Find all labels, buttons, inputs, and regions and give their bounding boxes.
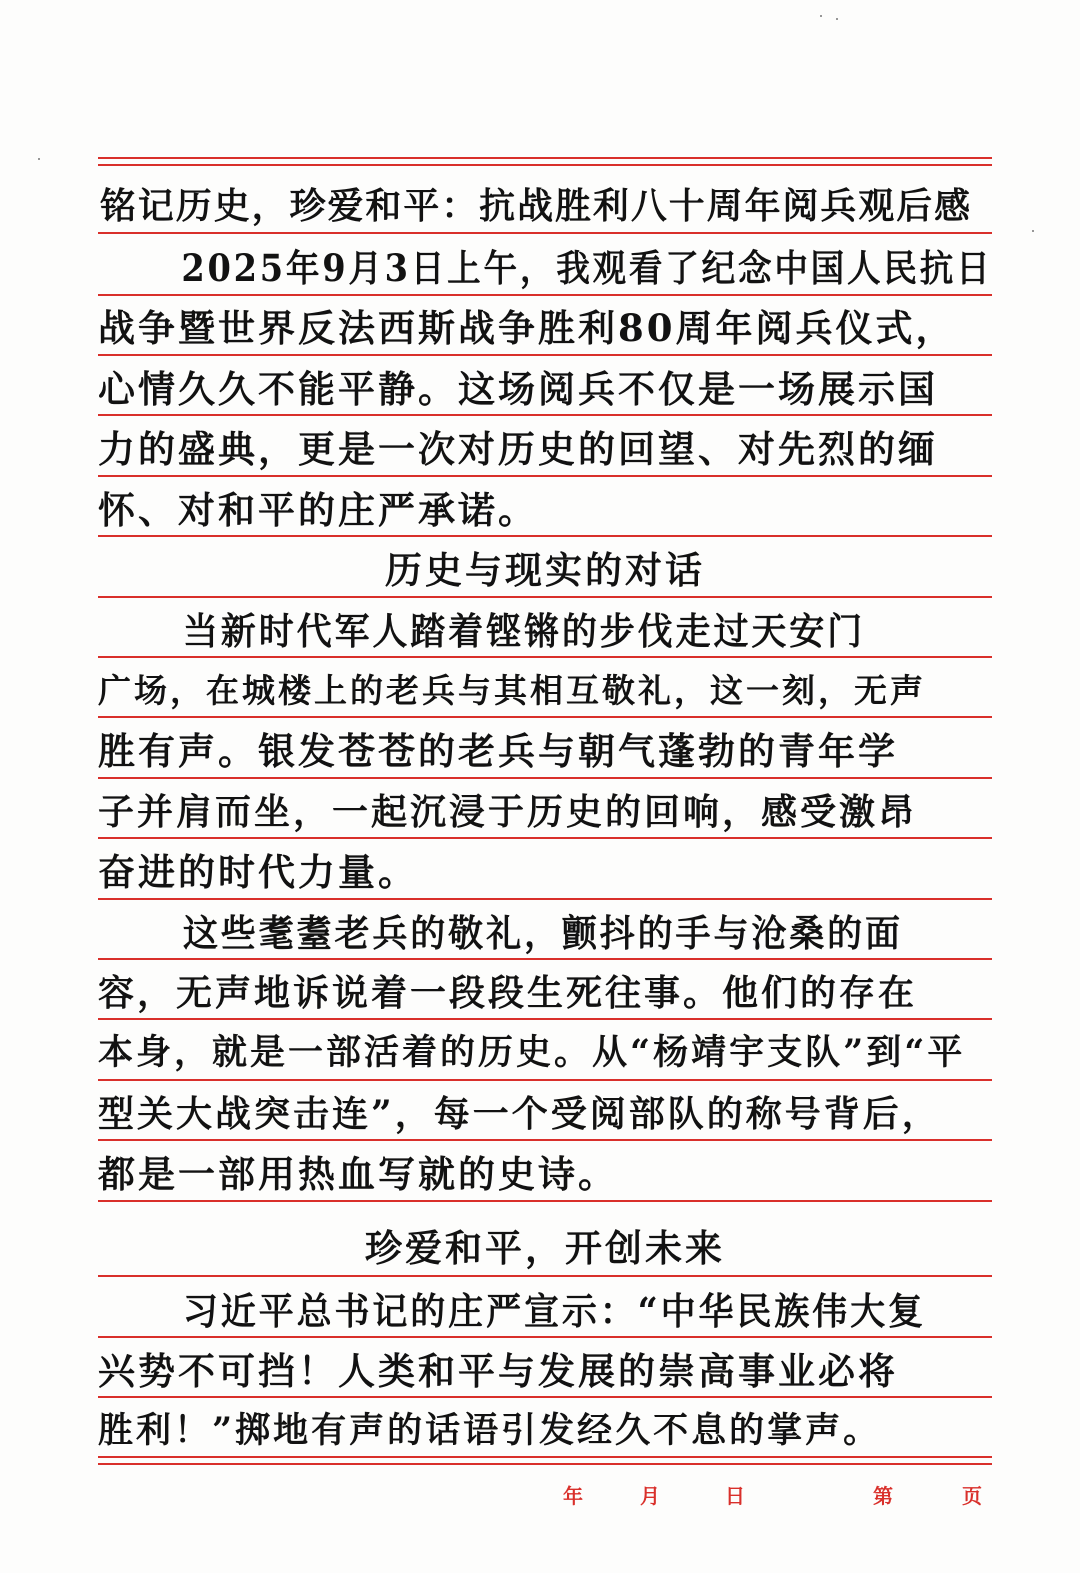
- paragraph-1-line: 怀、对和平的庄严承诺。: [98, 488, 538, 532]
- paragraph-2-line: 当新时代军人踏着铿锵的步伐走过天安门: [145, 609, 866, 653]
- paper-speck: [820, 15, 822, 17]
- paragraph-2-line: 胜有声。银发苍苍的老兵与朝气蓬勃的青年学: [98, 729, 898, 773]
- paragraph-3-line: 本身，就是一部活着的历史。从“杨靖宇支队”到“平: [98, 1032, 966, 1073]
- paragraph-1-line: 力的盛典，更是一次对历史的回望、对先烈的缅: [98, 427, 938, 471]
- paper-speck: [1032, 230, 1034, 232]
- paragraph-3-line: 容，无声地诉说着一段段生死往事。他们的存在: [98, 972, 918, 1014]
- paragraph-1-line: 2025年9月3日上午，我观看了纪念中国人民抗日: [145, 246, 993, 290]
- section-heading-peace: 珍爱和平，开创未来: [365, 1226, 725, 1270]
- footer-year: 年: [563, 1484, 583, 1508]
- footer-month: 月: [640, 1484, 660, 1508]
- paragraph-4-line: 兴势不可挡！人类和平与发展的崇高事业必将: [98, 1349, 898, 1393]
- footer-page: 页: [962, 1484, 982, 1508]
- section-heading-history: 历史与现实的对话: [385, 548, 705, 592]
- paper-speck: [836, 18, 838, 20]
- top-rule: [98, 164, 992, 166]
- bottom-rule: [98, 1463, 992, 1465]
- paragraph-3-line: 型关大战突击连”，每一个受阅部队的称号背后，: [98, 1093, 941, 1135]
- paragraph-4-line: 胜利！”掷地有声的话语引发经久不息的掌声。: [98, 1410, 882, 1451]
- paragraph-2-line: 广场，在城楼上的老兵与其相互敬礼，这一刻，无声: [98, 671, 926, 710]
- paragraph-3-line: 这些耄耋老兵的敬礼，颤抖的手与沧桑的面: [145, 911, 903, 955]
- paper-speck: [38, 158, 40, 160]
- paragraph-3-line: 都是一部用热血写就的史诗。: [98, 1152, 618, 1196]
- paragraph-2-line: 奋进的时代力量。: [98, 850, 418, 894]
- paragraph-4-line: 习近平总书记的庄严宣示：“中华民族伟大复: [145, 1289, 926, 1333]
- top-rule: [98, 157, 992, 159]
- paragraph-1-line: 心情久久不能平静。这场阅兵不仅是一场展示国: [98, 367, 938, 411]
- paragraph-2-line: 子并肩而坐，一起沉浸于历史的回响，感受激昂: [98, 791, 918, 833]
- paragraph-1-line: 战争暨世界反法西斯战争胜利80周年阅兵仪式，: [98, 306, 956, 350]
- essay-title: 铭记历史，珍爱和平：抗战胜利八十周年阅兵观后感: [100, 185, 973, 227]
- footer-day: 日: [725, 1484, 745, 1508]
- footer-number: 第: [873, 1484, 893, 1508]
